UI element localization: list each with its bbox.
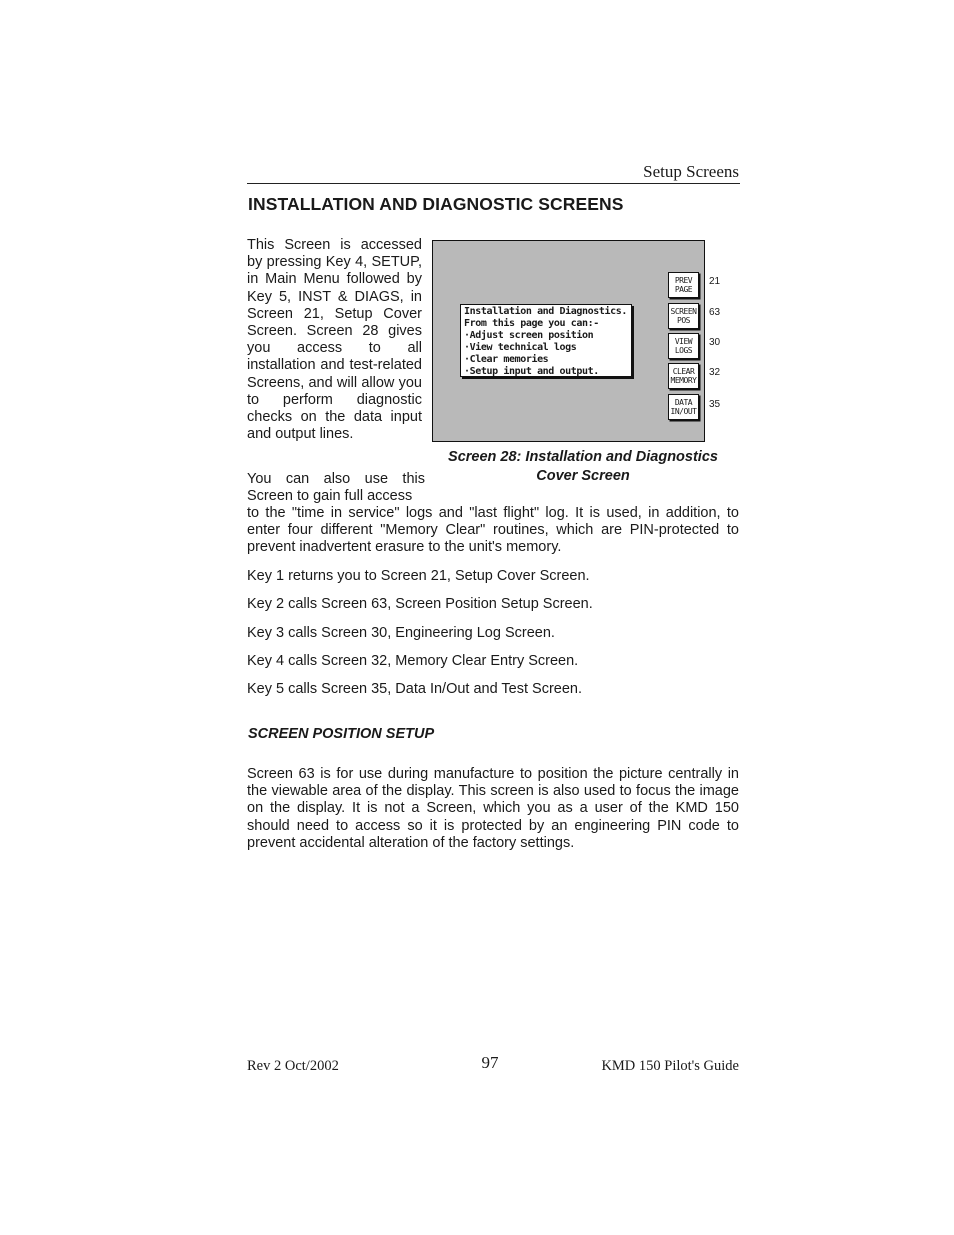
key-description: Key 5 calls Screen 35, Data In/Out and Test Screen. [247,681,583,697]
key-screen-number: 32 [709,367,721,378]
intro-paragraph-2-start [247,471,425,505]
footer-guide-title: KMD 150 Pilot's Guide [601,1058,739,1074]
key-description: Key 4 calls Screen 32, Memory Clear Entry Screen. [247,653,579,669]
message-line: ·Adjust screen position [464,330,594,341]
intro-text-2-start: You can also use this Screen to gain full access [247,471,425,505]
intro-text: This Screen is accessed by pressing Key 4, SETUP, in Main Menu followed by Key 5, INST & DIAGS, in Screen 21, Setup Cover Screen. Screen 28 gives you access to all installation and test-related Screens, and will allow you to perform diagnostic checks on the data input and output lines. [247,237,422,443]
figure-caption [432,448,734,486]
intro-paragraph-2-continued: to the "time in service" logs and "last flight" log. It is used, in addition, to enter four different "Memory Clear" routines, which are PIN-protected to prevent inadvertent erasure to the unit's memory. [247,505,739,556]
caption-line: Screen 28: Installation and Diagnostics [448,449,718,465]
screen-28-figure [432,240,705,442]
section-subheading: SCREEN POSITION SETUP [248,726,435,742]
soft-key-view-logs[interactable]: VIEW LOGS [668,333,699,359]
message-line: ·View technical logs [464,342,577,353]
soft-key-prev-page[interactable]: PREV PAGE [668,272,699,298]
page-title: INSTALLATION AND DIAGNOSTIC SCREENS [248,194,624,214]
message-box [460,304,632,377]
key-description: Key 1 returns you to Screen 21, Setup Cover Screen. [247,568,590,584]
footer-revision: Rev 2 Oct/2002 [247,1058,339,1074]
key-screen-number: 30 [709,337,721,348]
message-line: From this page you can:- [464,318,599,329]
key-screen-number: 21 [709,276,721,287]
soft-key-clear-memory[interactable]: CLEAR MEMORY [668,363,699,389]
message-line: ·Setup input and output. [464,366,599,377]
caption-line: Cover Screen [536,468,630,484]
page-number: 97 [481,1053,499,1072]
key-screen-number: 63 [709,307,721,318]
soft-key-data-in-out[interactable]: DATA IN/OUT [668,394,699,420]
message-line: Installation and Diagnostics. [464,306,627,317]
intro-paragraph-1 [247,237,422,443]
header-rule [247,183,740,184]
section-body-paragraph: Screen 63 is for use during manufacture to position the picture centrally in the viewable area of the display. This screen is also used to focus the image on the display. It is not a Screen, which you as a user of the KMD 150 should need to access so it is protected by an engineering PIN code to prevent accidental alteration of the factory settings. [247,766,739,851]
key-description: Key 3 calls Screen 30, Engineering Log Screen. [247,625,555,641]
key-screen-number: 35 [709,399,721,410]
running-header: Setup Screens [643,162,739,181]
key-description: Key 2 calls Screen 63, Screen Position Setup Screen. [247,596,593,612]
message-line: ·Clear memories [464,354,549,365]
soft-key-screen-pos[interactable]: SCREEN POS [668,303,699,329]
